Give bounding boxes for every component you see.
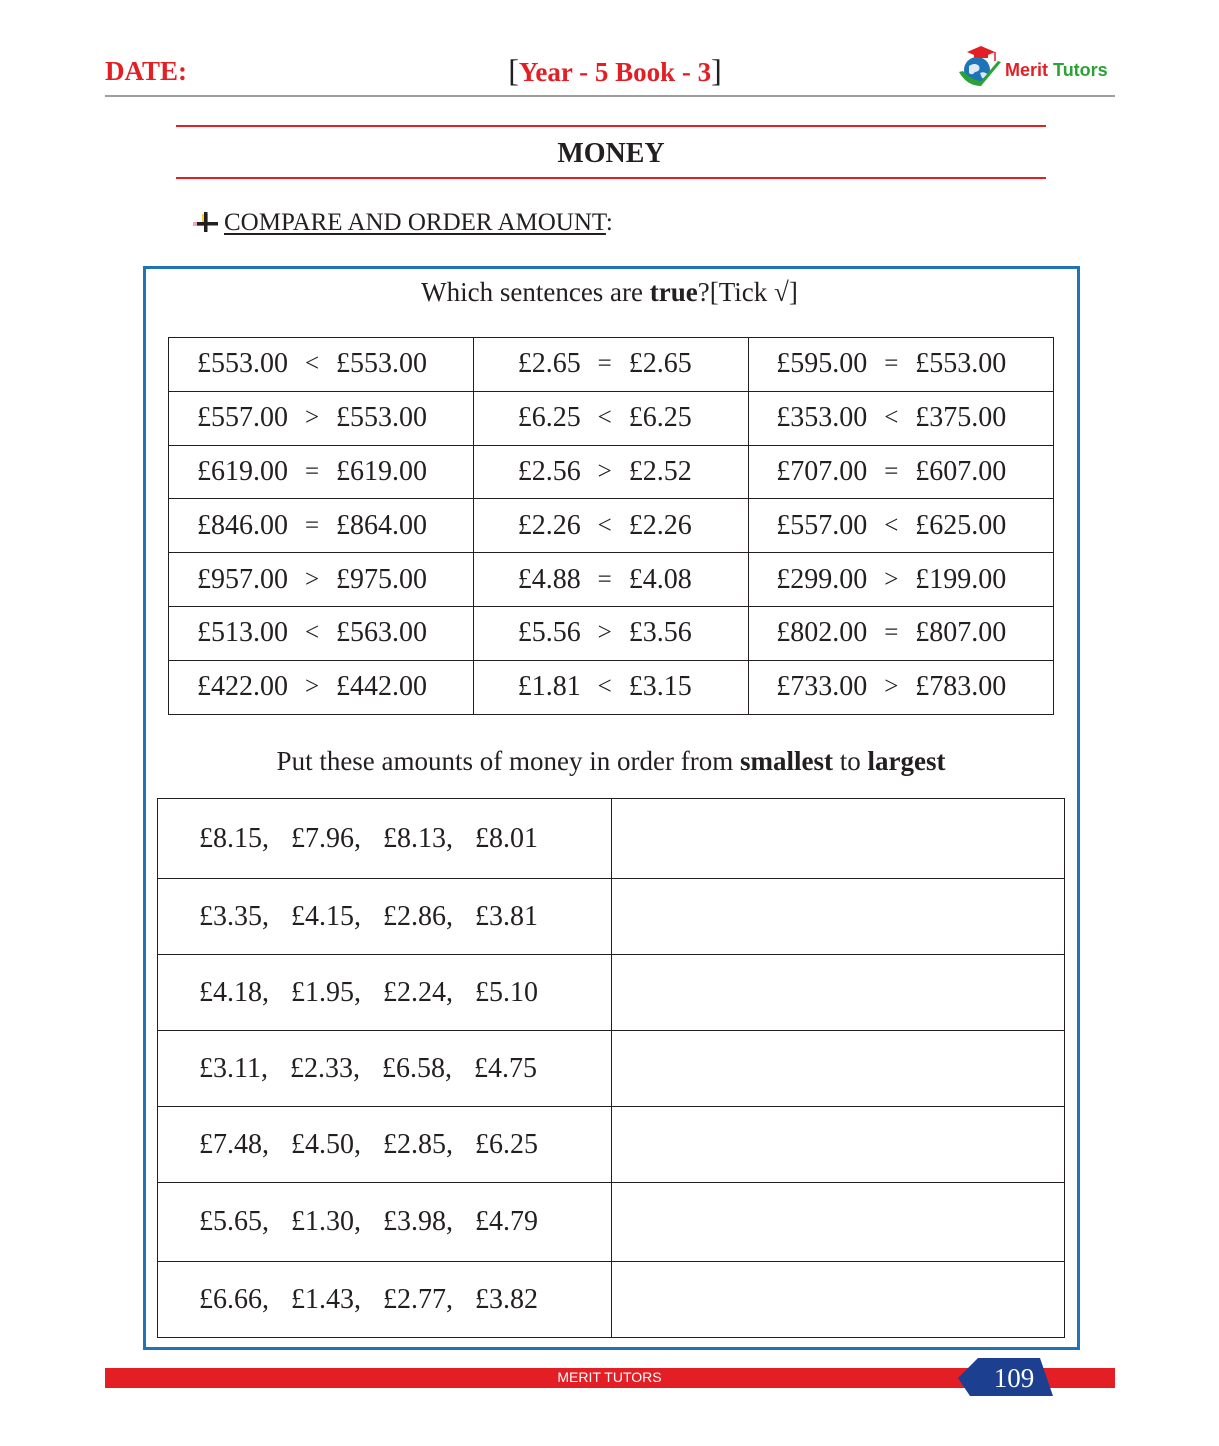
comparison-cell[interactable]	[749, 660, 1054, 714]
page-header	[105, 42, 1115, 98]
comparison-cell[interactable]	[169, 391, 474, 445]
comparison-cell[interactable]	[473, 391, 749, 445]
amount-value: £4.15,	[291, 900, 361, 932]
comparison-row	[169, 445, 1054, 499]
comparison-sentence	[749, 671, 1053, 703]
comparison-operator: >	[304, 404, 320, 432]
amount-left: £6.25	[517, 402, 581, 434]
comparison-sentence	[169, 456, 473, 488]
amount-right: £3.56	[628, 617, 692, 649]
comparison-sentence	[474, 402, 749, 434]
amount-right: £607.00	[915, 455, 1007, 487]
amount-value: £3.82	[475, 1283, 538, 1315]
comparison-sentence	[169, 671, 473, 703]
comparison-sentence	[474, 348, 749, 380]
amount-right: £6.25	[628, 402, 692, 434]
header-divider	[105, 95, 1115, 97]
comparison-operator: <	[597, 673, 612, 701]
q2-bold-smallest: smallest	[739, 746, 833, 776]
amount-right: £783.00	[915, 671, 1007, 703]
amount-left: £846.00	[197, 509, 288, 541]
q1-prefix: Which sentences are	[421, 277, 650, 307]
amount-left: £957.00	[197, 563, 288, 595]
comparison-cell[interactable]	[169, 338, 474, 392]
comparison-cell[interactable]	[749, 606, 1054, 660]
amounts-cell	[158, 1107, 612, 1183]
ordering-row	[158, 1262, 1065, 1338]
q1-bold: true	[649, 277, 698, 307]
amount-left: £2.56	[517, 455, 581, 487]
bullet-cross-icon	[193, 210, 219, 236]
comparison-sentence	[169, 510, 473, 542]
comparison-operator: <	[304, 619, 320, 647]
amount-value: £4.50,	[291, 1128, 361, 1160]
amount-left: £595.00	[776, 348, 868, 380]
comparison-row	[169, 391, 1054, 445]
amount-left: £557.00	[776, 509, 868, 541]
amount-left: £2.65	[517, 348, 581, 380]
amount-right: £864.00	[336, 509, 427, 541]
amount-left: £513.00	[197, 617, 288, 649]
book-title	[495, 52, 735, 89]
comparison-operator: <	[597, 404, 612, 432]
comparison-operator: =	[597, 350, 612, 378]
comparison-row	[169, 553, 1054, 607]
answer-cell[interactable]	[611, 1183, 1064, 1262]
comparison-cell[interactable]	[473, 445, 749, 499]
amount-value: £7.96,	[291, 822, 361, 854]
amount-right: £375.00	[915, 402, 1007, 434]
section-title-text: COMPARE AND ORDER AMOUNT	[224, 209, 606, 236]
ordering-row	[158, 799, 1065, 879]
comparison-cell[interactable]	[749, 499, 1054, 553]
amount-right: £807.00	[915, 617, 1007, 649]
book-title-text: Year - 5 Book - 3	[518, 57, 712, 87]
comparison-sentence	[749, 402, 1053, 434]
ordering-row	[158, 1107, 1065, 1183]
amount-value: £6.66,	[199, 1283, 269, 1315]
amount-value: £7.48,	[199, 1128, 269, 1160]
comparison-operator: >	[597, 457, 612, 485]
amount-right: £563.00	[336, 617, 427, 649]
section-title	[224, 209, 613, 237]
amount-right: £3.15	[628, 671, 692, 703]
amount-value: £6.25	[475, 1128, 538, 1160]
comparison-operator: >	[884, 673, 899, 701]
comparison-cell[interactable]	[169, 660, 474, 714]
amounts-list	[158, 1284, 611, 1316]
amounts-cell	[158, 1031, 612, 1107]
amount-right: £975.00	[336, 563, 427, 595]
amount-value: £1.30,	[291, 1206, 361, 1237]
comparison-cell[interactable]	[473, 606, 749, 660]
amounts-cell	[158, 1183, 612, 1262]
amount-right: £4.08	[628, 563, 692, 595]
amount-value: £3.98,	[383, 1206, 453, 1237]
q2-prefix: Put these amounts of money in order from	[276, 746, 740, 776]
footer-brand: MERIT TUTORS	[557, 1369, 662, 1385]
amount-value: £8.13,	[383, 822, 453, 854]
comparison-cell[interactable]	[169, 606, 474, 660]
comparison-operator: >	[304, 673, 320, 701]
amount-right: £619.00	[336, 455, 427, 487]
ordering-row	[158, 1031, 1065, 1107]
answer-cell[interactable]	[611, 799, 1064, 879]
section-title-colon: :	[605, 209, 613, 236]
amount-right: £553.00	[336, 348, 427, 380]
comparison-table	[168, 337, 1054, 715]
amounts-list	[158, 823, 611, 855]
title-band	[176, 125, 1046, 179]
amount-right: £2.52	[628, 455, 692, 487]
comparison-cell[interactable]	[473, 660, 749, 714]
amount-right: £442.00	[336, 671, 427, 703]
globe-graduation-cap-icon	[955, 42, 1005, 94]
amount-left: £707.00	[776, 455, 868, 487]
amount-value: £4.75	[473, 1052, 537, 1084]
page-title: MONEY	[557, 138, 665, 169]
comparison-cell[interactable]	[749, 338, 1054, 392]
comparison-operator: =	[884, 457, 899, 485]
comparison-operator: =	[884, 619, 899, 647]
amount-left: £353.00	[776, 402, 868, 434]
amounts-list	[158, 901, 611, 933]
logo-merit: Merit	[1005, 60, 1049, 80]
bracket-open: [	[508, 52, 519, 88]
comparison-sentence	[169, 402, 473, 434]
amount-value: £1.95,	[291, 976, 361, 1008]
ordering-table	[157, 798, 1065, 1338]
amounts-list	[158, 1129, 611, 1161]
comparison-operator: >	[597, 619, 612, 647]
amount-value: £2.24,	[383, 976, 453, 1008]
comparison-operator: >	[304, 565, 320, 593]
comparison-cell[interactable]	[749, 445, 1054, 499]
answer-cell[interactable]	[611, 1262, 1064, 1338]
amount-left: £557.00	[197, 402, 288, 434]
answer-cell[interactable]	[611, 955, 1064, 1031]
answer-cell[interactable]	[611, 879, 1064, 955]
comparison-sentence	[169, 617, 473, 649]
amount-left: £553.00	[197, 348, 288, 380]
ordering-row	[158, 879, 1065, 955]
bracket-close: ]	[711, 52, 722, 88]
amount-value: £2.33,	[289, 1052, 360, 1084]
comparison-row	[169, 499, 1054, 553]
amount-right: £2.26	[628, 509, 692, 541]
ordering-row	[158, 1183, 1065, 1262]
amount-value: £5.65,	[199, 1206, 269, 1237]
answer-cell[interactable]	[611, 1031, 1064, 1107]
comparison-operator: >	[884, 565, 899, 593]
answer-cell[interactable]	[611, 1107, 1064, 1183]
amount-right: £199.00	[915, 563, 1007, 595]
amount-value: £8.01	[475, 822, 538, 854]
amounts-cell	[158, 1262, 612, 1338]
amount-left: £299.00	[776, 563, 868, 595]
comparison-cell[interactable]	[473, 499, 749, 553]
amount-left: £422.00	[197, 671, 288, 703]
amount-value: £3.81	[475, 900, 538, 932]
comparison-cell[interactable]	[169, 499, 474, 553]
amounts-cell	[158, 799, 612, 879]
comparison-cell[interactable]	[169, 553, 474, 607]
amount-value: £4.18,	[199, 976, 269, 1008]
amount-left: £733.00	[776, 671, 868, 703]
comparison-cell[interactable]	[749, 391, 1054, 445]
amount-left: £5.56	[517, 617, 581, 649]
question-order-amounts	[0, 746, 1219, 777]
comparison-row	[169, 606, 1054, 660]
merit-tutors-logo	[955, 42, 1115, 94]
comparison-sentence	[474, 564, 749, 596]
amount-left: £619.00	[197, 455, 288, 487]
comparison-operator: <	[304, 350, 320, 378]
comparison-cell[interactable]	[473, 553, 749, 607]
logo-text	[1005, 60, 1108, 81]
comparison-sentence	[169, 564, 473, 596]
amount-right: £553.00	[336, 402, 427, 434]
amount-value: £2.77,	[383, 1283, 453, 1315]
page-number: 109	[993, 1363, 1035, 1393]
comparison-sentence	[749, 348, 1053, 380]
comparison-cell[interactable]	[169, 445, 474, 499]
comparison-operator: =	[304, 511, 320, 539]
comparison-operator: <	[884, 404, 899, 432]
comparison-operator: =	[884, 350, 899, 378]
amounts-cell	[158, 879, 612, 955]
amount-value: £4.79	[475, 1206, 538, 1237]
comparison-sentence	[749, 510, 1053, 542]
logo-tutors: Tutors	[1053, 60, 1108, 80]
comparison-sentence	[749, 456, 1053, 488]
amount-value: £2.86,	[383, 900, 453, 932]
amount-value: £2.85,	[383, 1128, 453, 1160]
amount-right: £553.00	[915, 348, 1007, 380]
ordering-row	[158, 955, 1065, 1031]
amount-value: £6.58,	[381, 1052, 452, 1084]
comparison-operator: =	[304, 457, 320, 485]
comparison-sentence	[474, 671, 749, 703]
amount-right: £2.65	[628, 348, 692, 380]
amount-value: £1.43,	[291, 1283, 361, 1315]
amount-value: £5.10	[475, 976, 538, 1008]
amount-value: £3.11,	[199, 1052, 268, 1084]
comparison-operator: <	[884, 511, 899, 539]
comparison-cell[interactable]	[749, 553, 1054, 607]
q1-suffix: ?[Tick √]	[697, 277, 798, 307]
comparison-row	[169, 338, 1054, 392]
comparison-sentence	[749, 617, 1053, 649]
comparison-cell[interactable]	[473, 338, 749, 392]
amounts-list	[158, 977, 611, 1009]
comparison-operator: =	[597, 565, 612, 593]
amounts-list	[158, 1206, 611, 1238]
comparison-sentence	[474, 456, 749, 488]
amount-left: £2.26	[517, 509, 581, 541]
q2-bold-largest: largest	[867, 746, 946, 776]
comparison-row	[169, 660, 1054, 714]
comparison-sentence	[169, 348, 473, 380]
amount-left: £802.00	[776, 617, 868, 649]
amount-left: £4.88	[517, 563, 581, 595]
comparison-operator: <	[597, 511, 612, 539]
amount-right: £625.00	[915, 509, 1007, 541]
amount-value: £3.35,	[199, 900, 269, 932]
date-label: DATE:	[105, 56, 188, 86]
amount-value: £8.15,	[199, 822, 269, 854]
comparison-sentence	[474, 617, 749, 649]
comparison-sentence	[474, 510, 749, 542]
q2-middle: to	[832, 746, 868, 776]
comparison-sentence	[749, 564, 1053, 596]
amounts-cell	[158, 955, 612, 1031]
amount-left: £1.81	[517, 671, 581, 703]
amounts-list	[158, 1053, 611, 1085]
question-true-sentences	[0, 277, 1219, 308]
